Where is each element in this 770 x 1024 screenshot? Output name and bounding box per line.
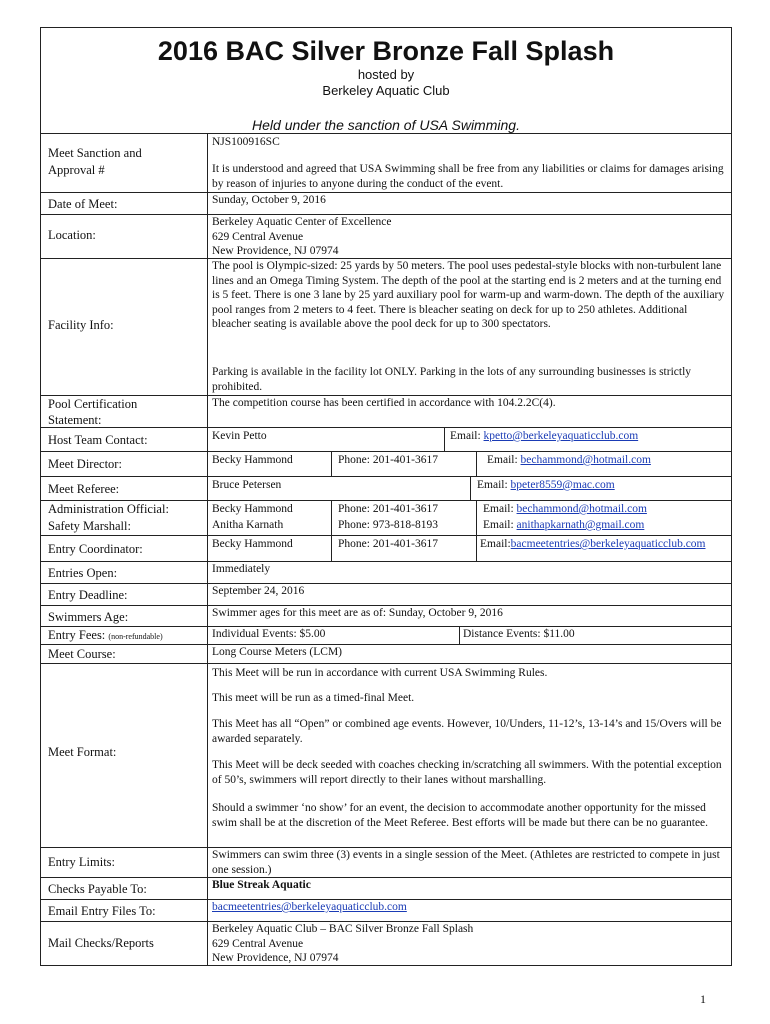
referee-name: Bruce Petersen [212, 479, 282, 491]
admin-name: Becky Hammond [212, 503, 293, 515]
format-paragraph-3: This Meet has all “Open” or combined age events. However, 10/Unders, 11-12’s, 13-14’s and 15/Overs will be awarded separately. [212, 718, 722, 745]
row-entry-coordinator [41, 535, 731, 561]
entries-open-label: Entries Open: [41, 562, 208, 583]
host-email-link[interactable]: kpetto@berkeleyaquaticclub.com [483, 430, 639, 442]
director-email-link[interactable]: bechammond@hotmail.com [520, 454, 651, 466]
entry-fees-note: (non-refundable) [108, 632, 163, 641]
entry-deadline-label: Entry Deadline: [41, 584, 208, 605]
entry-limits-value: Swimmers can swim three (3) events in a single session of the Meet. (Athletes are restricted to compete in just one session.) [212, 849, 720, 876]
facility-label: Facility Info: [41, 259, 208, 395]
row-swimmers-age [41, 605, 731, 626]
safety-email-label: Email: [483, 519, 514, 531]
page-number: 1 [700, 992, 706, 1006]
row-email-entry-files [41, 899, 731, 921]
format-paragraph-4: This Meet will be deck seeded with coaches checking in/scratching all swimmers. With the potential exception of 50’s, swimmers will report directly to their lanes without marshalling. [212, 759, 722, 786]
safety-email-link[interactable]: anithapkarnath@gmail.com [516, 519, 645, 531]
row-date [41, 192, 731, 214]
entries-open-value: Immediately [212, 563, 271, 575]
row-entry-limits [41, 847, 731, 877]
entry-limits-label: Entry Limits: [41, 848, 208, 877]
sanction-statement: Held under the sanction of USA Swimming. [252, 117, 520, 133]
hosted-by-text: hosted by [357, 67, 415, 82]
sanction-disclaimer: It is understood and agreed that USA Swimming shall be free from any liabilities or claims for damages arising by reason of injuries to anyone during the conduct of the event. [212, 163, 724, 190]
referee-email-link[interactable]: bpeter8559@mac.com [510, 479, 615, 491]
host-label: Host Team Contact: [41, 428, 208, 451]
row-pool-cert [41, 395, 731, 427]
entry-coord-phone: Phone: 201-401-3617 [338, 538, 438, 550]
entry-coord-name: Becky Hammond [212, 538, 293, 550]
location-line-1: Berkeley Aquatic Center of Excellence [212, 216, 392, 228]
admin-email-link[interactable]: bechammond@hotmail.com [516, 503, 647, 515]
safety-label: Safety Marshall: [48, 519, 131, 533]
director-name: Becky Hammond [212, 454, 293, 466]
row-mail-checks [41, 921, 731, 965]
entry-deadline-value: September 24, 2016 [212, 585, 305, 597]
pool-cert-label-1: Pool Certification [48, 397, 138, 411]
row-sanction [41, 133, 731, 192]
location-line-2: 629 Central Avenue [212, 230, 304, 243]
individual-fee: Individual Events: $5.00 [212, 628, 326, 640]
entry-coord-email-link[interactable]: bacmeetentries@berkeleyaquaticclub.com [510, 538, 706, 550]
meet-course-value: Long Course Meters (LCM) [212, 646, 342, 658]
pool-cert-value: The competition course has been certified in accordance with 104.2.2C(4). [212, 397, 556, 409]
mail-label: Mail Checks/Reports [41, 922, 208, 965]
director-label: Meet Director: [41, 452, 208, 476]
row-meet-format [41, 663, 731, 847]
safety-name: Anitha Karnath [212, 519, 284, 531]
checks-value: Blue Streak Aquatic [212, 879, 311, 891]
row-checks-payable [41, 877, 731, 899]
row-meet-referee [41, 476, 731, 500]
row-entries-open [41, 561, 731, 583]
pool-cert-label-2: Statement: [48, 413, 102, 427]
format-paragraph-1: This Meet will be run in accordance with current USA Swimming Rules. [212, 667, 548, 679]
referee-label: Meet Referee: [41, 477, 208, 500]
row-host-contact [41, 427, 731, 451]
meet-info-sheet [40, 27, 732, 966]
swimmers-age-value: Swimmer ages for this meet are as of: Sunday, October 9, 2016 [212, 607, 503, 619]
row-facility [41, 258, 731, 395]
email-files-label: Email Entry Files To: [41, 900, 208, 921]
parking-text: Parking is available in the facility lot ONLY. Parking in the lots of any surrounding businesses is strictly prohibited. [212, 366, 692, 393]
row-admin-safety [41, 500, 731, 535]
document-header [41, 28, 731, 134]
entry-fees-label: Entry Fees: [48, 628, 106, 642]
date-label: Date of Meet: [41, 193, 208, 214]
meet-format-label: Meet Format: [41, 664, 208, 847]
host-email-label: Email: [450, 430, 481, 442]
row-entry-fees [41, 626, 731, 644]
safety-phone: Phone: 973-818-8193 [338, 519, 438, 531]
location-line-3: New Providence, NJ 07974 [212, 245, 339, 257]
row-entry-deadline [41, 583, 731, 605]
row-meet-course [41, 644, 731, 663]
sanction-number: NJS100916SC [212, 136, 280, 148]
email-files-link[interactable]: bacmeetentries@berkeleyaquaticclub.com [212, 901, 407, 913]
admin-email-label: Email: [483, 503, 514, 515]
row-meet-director [41, 451, 731, 476]
referee-email-label: Email: [477, 479, 508, 491]
row-location [41, 214, 731, 258]
swimmers-age-label: Swimmers Age: [41, 606, 208, 626]
checks-label: Checks Payable To: [41, 878, 208, 899]
host-club-name: Berkeley Aquatic Club [322, 83, 450, 98]
facility-text: The pool is Olympic-sized: 25 yards by 50 meters. The pool uses pedestal-style blocks with non-turbulent lane lines and an Omega Timing System. The depth of the pool at the starting end is 2 meters and at the turning end is 5 feet. There is one 3 lane by 25 yard auxiliary pool for warm-up and warm-down. The depth of the auxiliary pool ranges from 2 meters to 4 feet. There is bleacher seating on deck for up to 250 athletes. Additional bleacher seating is available above the pool deck for up to 300 spectators. [212, 260, 725, 330]
sanction-label-1: Meet Sanction and [48, 146, 142, 160]
distance-fee: Distance Events: $11.00 [463, 628, 575, 640]
date-value: Sunday, October 9, 2016 [212, 194, 326, 206]
mail-line-1: Berkeley Aquatic Club – BAC Silver Bronze Fall Splash [212, 923, 474, 935]
host-name: Kevin Petto [212, 430, 267, 442]
meet-course-label: Meet Course: [41, 645, 208, 663]
mail-line-2: 629 Central Avenue [212, 937, 304, 950]
format-paragraph-2: This meet will be run as a timed-final Meet. [212, 692, 415, 704]
director-phone: Phone: 201-401-3617 [338, 454, 438, 466]
sanction-label-2: Approval # [48, 163, 105, 177]
director-email-label: Email: [487, 454, 518, 466]
entry-coord-email-label: Email: [480, 538, 511, 550]
format-paragraph-5: Should a swimmer ‘no show’ for an event, the decision to accommodate another opportunity for the missed swim shall be at the discretion of the Meet Referee. Best efforts will be made but there can be no guarantee. [212, 802, 709, 829]
entry-coord-label: Entry Coordinator: [41, 536, 208, 561]
page-title: 2016 BAC Silver Bronze Fall Splash [157, 36, 615, 66]
mail-line-3: New Providence, NJ 07974 [212, 952, 339, 964]
admin-label: Administration Official: [48, 502, 169, 516]
admin-phone: Phone: 201-401-3617 [338, 503, 438, 515]
location-label: Location: [41, 215, 208, 258]
